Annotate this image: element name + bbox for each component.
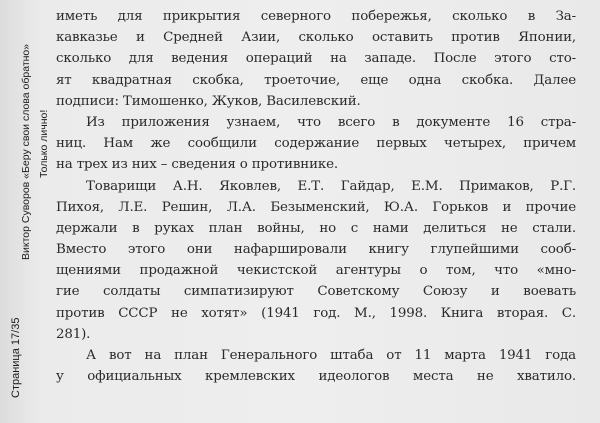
- text-line: у официальных кремлевских идеологов места не хватило.: [56, 369, 576, 385]
- text-line: ят квадратная скобка, троеточие, еще одна скобка. Далее: [56, 72, 576, 88]
- text-line: сколько для ведения операций на западе. После этого сто-: [56, 51, 576, 67]
- text-line: ниц. Нам же сообщили содержание первых четырех, причем: [56, 136, 576, 152]
- text-line: на трех из них – сведения о противнике.: [56, 157, 338, 173]
- book-title-label: Виктор Суворов «Беру свои слова обратно»: [20, 43, 32, 260]
- text-line: Товарищи А.Н. Яковлев, Е.Т. Гайдар, Е.М. Примаков, Р.Г.: [86, 178, 576, 194]
- page-body-text: [56, 6, 576, 387]
- text-line: против СССР не хотят» (1941 год. М., 1998. Книга вторая. С.: [56, 305, 576, 321]
- text-line: гие солдаты симпатизируют Советскому Союзу и воевать: [56, 284, 576, 300]
- text-line: иметь для прикрытия северного побережья, сколько в За-: [56, 9, 576, 24]
- page-number-label: Страница 17/35: [10, 317, 22, 398]
- text-line: щениями продажной чекистской агентуры о том, что «мно-: [56, 263, 576, 279]
- text-line: Пихоя, Л.Е. Решин, Л.А. Безыменский, Ю.А. Горьков и прочие: [56, 199, 576, 215]
- text-line: Из приложения узнаем, что всего в документе 16 стра-: [86, 114, 576, 130]
- text-line: подписи: Тимошенко, Жуков, Василевский.: [56, 93, 361, 109]
- text-line: А вот на план Генерального штаба от 11 марта 1941 года: [86, 348, 576, 363]
- text-line: кавказье и Средней Азии, сколько оставить против Японии,: [56, 30, 576, 46]
- text-line: 281).: [56, 326, 91, 342]
- text-line: держали в руках план войны, но с нами делиться не стали.: [56, 220, 576, 236]
- text-line: Вместо этого они нафаршировали книгу глупейшими сооб-: [56, 242, 576, 258]
- personal-use-note: Только лично!: [38, 109, 50, 178]
